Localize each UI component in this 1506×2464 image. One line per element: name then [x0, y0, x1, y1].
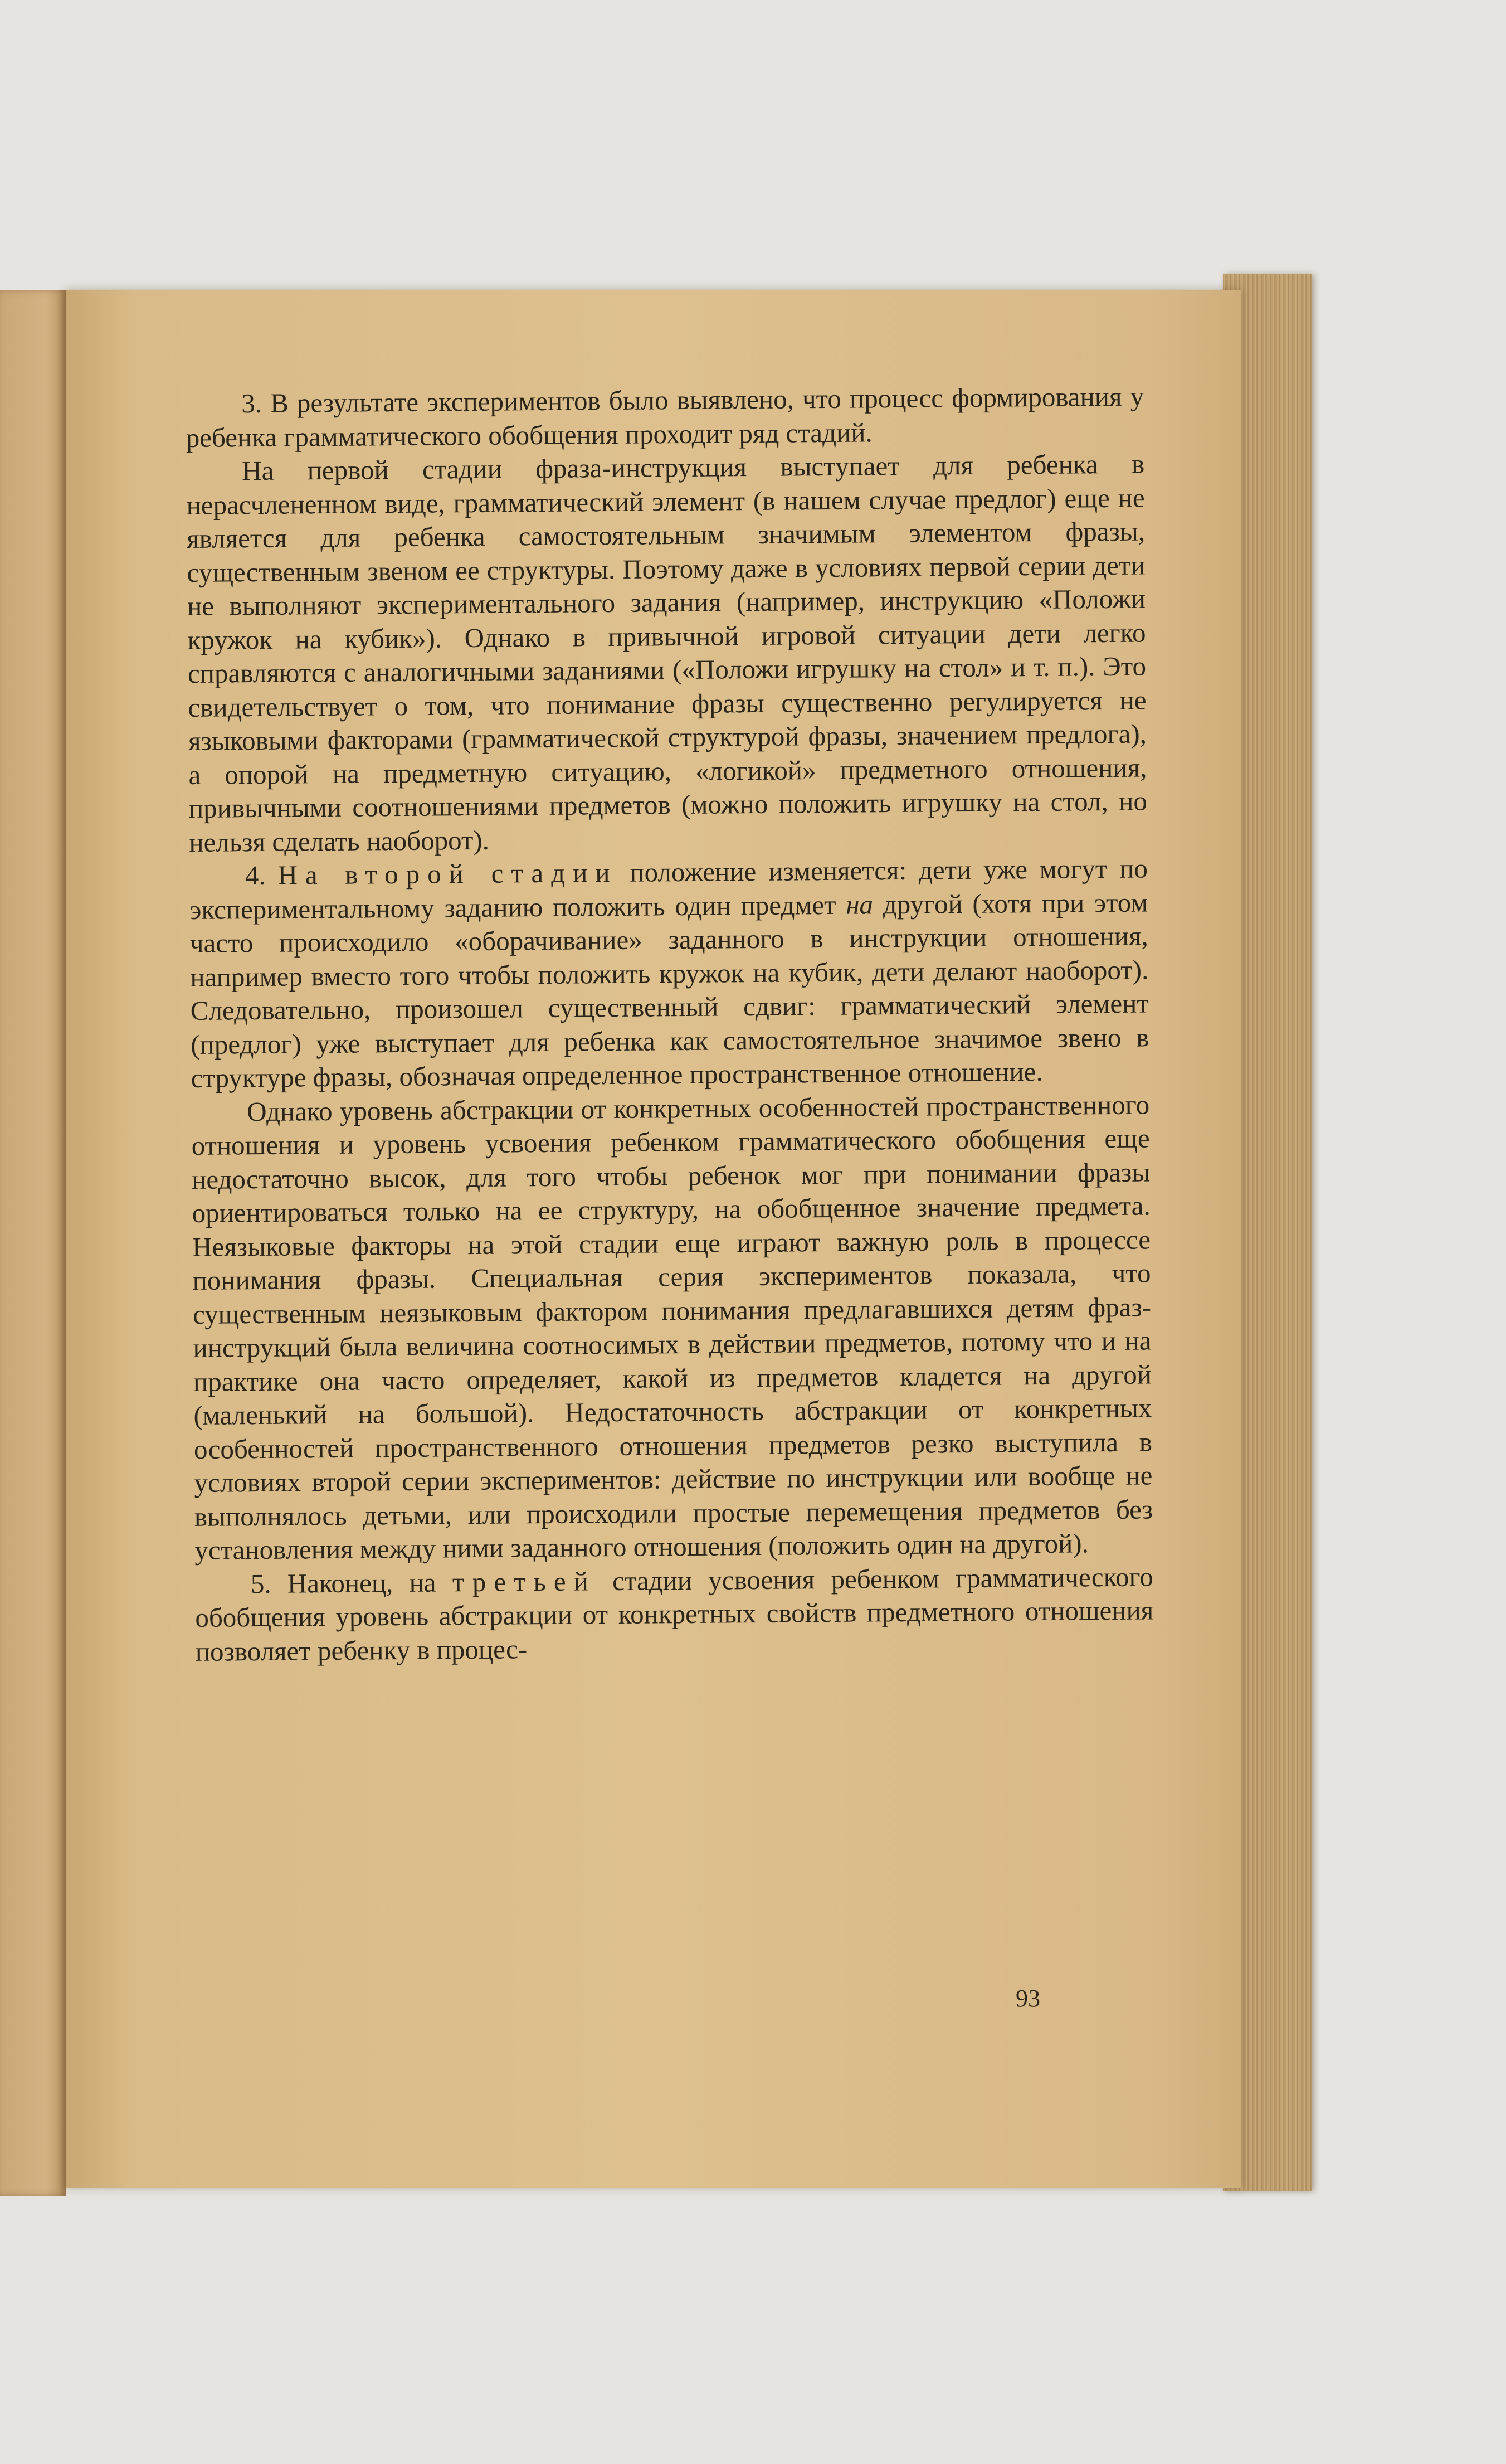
paragraph-5-number: 5. [250, 1568, 271, 1599]
book-page [66, 290, 1241, 2188]
paragraph-3: 3. В результате экспериментов было выявлено, что процесс формирования у ребенка грамматического обобщения проходит ряд стадий. [186, 381, 1144, 453]
second-stage-emphasis: На второй стадии [277, 857, 618, 891]
paragraph-5-text-a: Наконец, на [287, 1567, 436, 1599]
page-text [186, 380, 1154, 1668]
paragraph-4-number: 4. [245, 859, 266, 891]
paragraph-5 [195, 1560, 1154, 1669]
paragraph-4-continued: Однако уровень абстракции от конкретных особенностей пространственного отношения и уровень усвоения ребенком грамматического обобщения еще недостаточно высок, для того чтобы ребенок мог при понимании фразы ориентироваться только на ее структуру, на обобщенное значение предмета. Неязыковые факторы на этой стадии еще играют важную роль в процессе понимания фразы. Специальная серия экспериментов показала, что существенным неязыковым фактором понимания предлагавшихся детям фраз-инструкций была величина соотносимых в действии предметов, потому что и на практике она часто определяет, какой из предметов кладется на другой (маленький на большой). Недостаточность абстракции от конкретных особенностей пространственного отношения предметов резко выступила в условиях второй серии экспериментов: действие по инструкции или вообще не выполнялось детьми, или происходили простые перемещения предметов без установления между ними заданного отношения (положить один на другой). [191, 1088, 1153, 1566]
page-number: 93 [1016, 1985, 1040, 2012]
preposition-na: на [846, 888, 874, 920]
paragraph-4 [189, 852, 1149, 1095]
third-stage-emphasis: третьей [452, 1565, 597, 1597]
paragraph-4-text-b: другой (хотя при этом часто происходило «оборачивание» заданного в инструкции отношения, например вместо того чтобы положить кружок на кубик, дети делают наоборот). Следовательно, произошел существенный сдвиг: грамматический элемент (предлог) уже выступает для ребенка как самостоятельное значимое звено в структуре фразы, обозначая определенное пространственное отношение. [189, 886, 1149, 1094]
paragraph-4-text-a: положение изменяется: дети уже могут по экспериментальному заданию положить один предмет [189, 853, 1148, 925]
paragraph-5-text-b: стадии усвоения ребенком грамматического обобщения уровень абстракции от конкретных свойств предметного отношения позволяет ребенку в процес- [195, 1561, 1154, 1667]
facing-page-edge [0, 290, 66, 2196]
paragraph-stage-one: На первой стадии фраза-инструкция выступает для ребенка в нерасчлененном виде, грамматический элемент (в нашем случае предлог) еще не является для ребенка самостоятельным значимым элементом фразы, существенным звеном ее структуры. Поэтому даже в условиях первой серии дети не выполняют экспериментального задания (например, инструкцию «Положи кружок на кубик»). Однако в привычной игровой ситуации дети легко справляются с аналогичными заданиями («Положи игрушку на стол» и т. п.). Это свидетельствует о том, что понимание фразы существенно регулируется не языковыми факторами (грамматической структурой фразы, значением предлога), а опорой на предметную ситуацию, «логикой» предметного отношения, привычными соотношениями предметов (можно положить игрушку на стол, но нельзя сделать наоборот). [186, 448, 1148, 858]
